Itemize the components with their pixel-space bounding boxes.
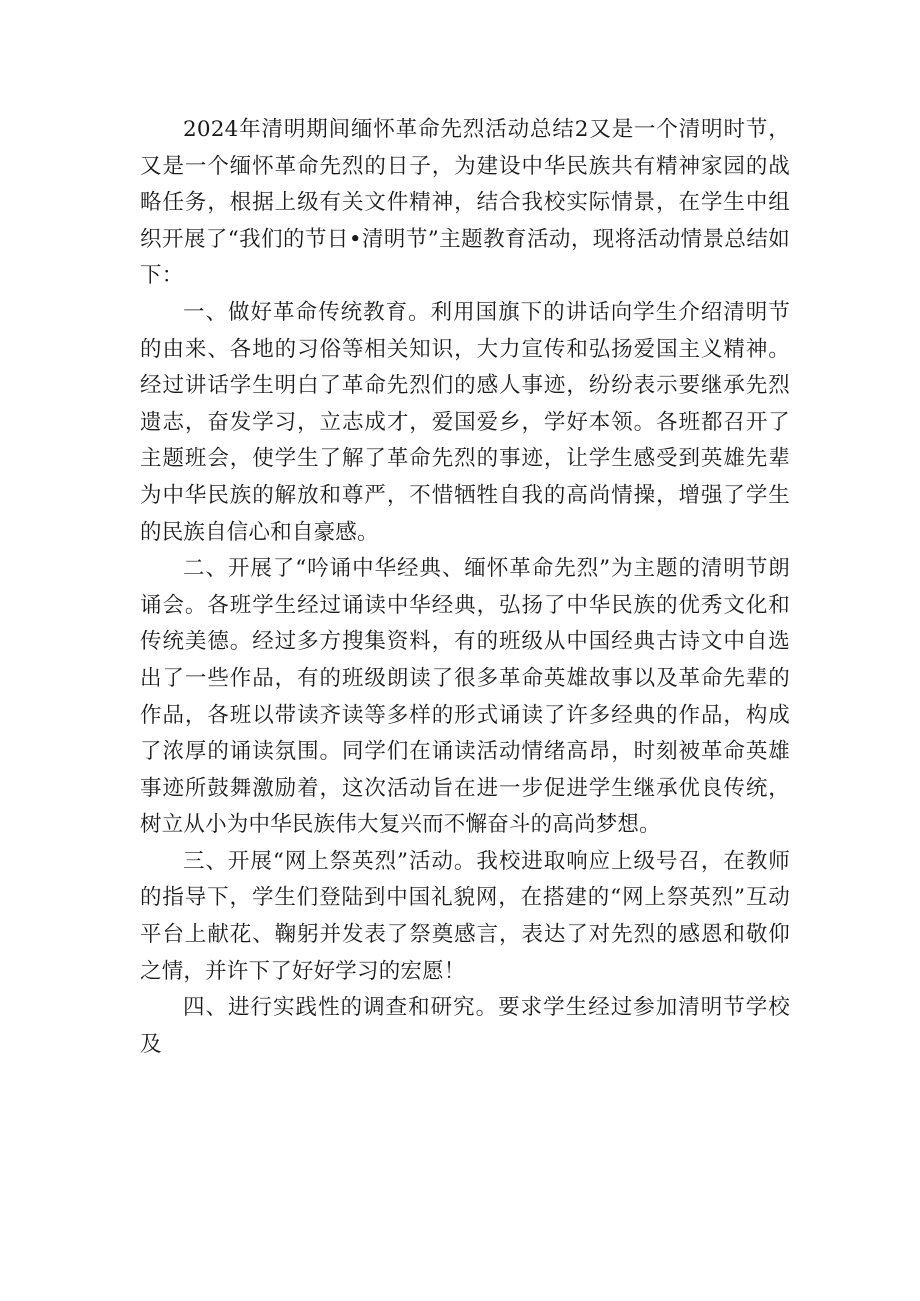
paragraph-section-3: 三、开展“网上祭英烈”活动。我校进取响应上级号召，在教师的指导下，学生们登陆到中国礼貌网，在搭建的“网上祭英烈”互动平台上献花、鞠躬并发表了祭奠感言，表达了对先烈的感恩和敬仰之情，并许下了好好学习的宏愿！ bbox=[140, 848, 790, 984]
paragraph-intro: 2024年清明期间缅怀革命先烈活动总结2又是一个清明时节，又是一个缅怀革命先烈的日子，为建设中华民族共有精神家园的战略任务，根据上级有关文件精神，结合我校实际情景，在学生中组织开展了“我们的节日•清明节”主题教育活动，现将活动情景总结如下： bbox=[140, 117, 790, 289]
paragraph-section-1: 一、做好革命传统教育。利用国旗下的讲话向学生介绍清明节的由来、各地的习俗等相关知识，大力宣传和弘扬爱国主义精神。经过讲话学生明白了革命先烈们的感人事迹，纷纷表示要继承先烈遗志，奋发学习，立志成才，爱国爱乡，学好本领。各班都召开了主题班会，使学生了解了革命先烈的事迹，让学生感受到英雄先辈为中华民族的解放和尊严，不惜牺牲自我的高尚情操，增强了学生的民族自信心和自豪感。 bbox=[140, 299, 790, 545]
paragraph-section-4: 四、进行实践性的调查和研究。要求学生经过参加清明节学校及 bbox=[140, 995, 790, 1057]
document-body bbox=[140, 112, 790, 1063]
paragraph-section-2: 二、开展了“吟诵中华经典、缅怀革命先烈”为主题的清明节朗诵会。各班学生经过诵读中华经典，弘扬了中华民族的优秀文化和传统美德。经过多方搜集资料，有的班级从中国经典古诗文中自选出了一些作品，有的班级朗读了很多革命英雄故事以及革命先辈的作品，各班以带读齐读等多样的形式诵读了许多经典的作品，构成了浓厚的诵读氛围。同学们在诵读活动情绪高昂，时刻被革命英雄事迹所鼓舞激励着，这次活动旨在进一步促进学生继承优良传统，树立从小为中华民族伟大复兴而不懈奋斗的高尚梦想。 bbox=[140, 556, 790, 838]
